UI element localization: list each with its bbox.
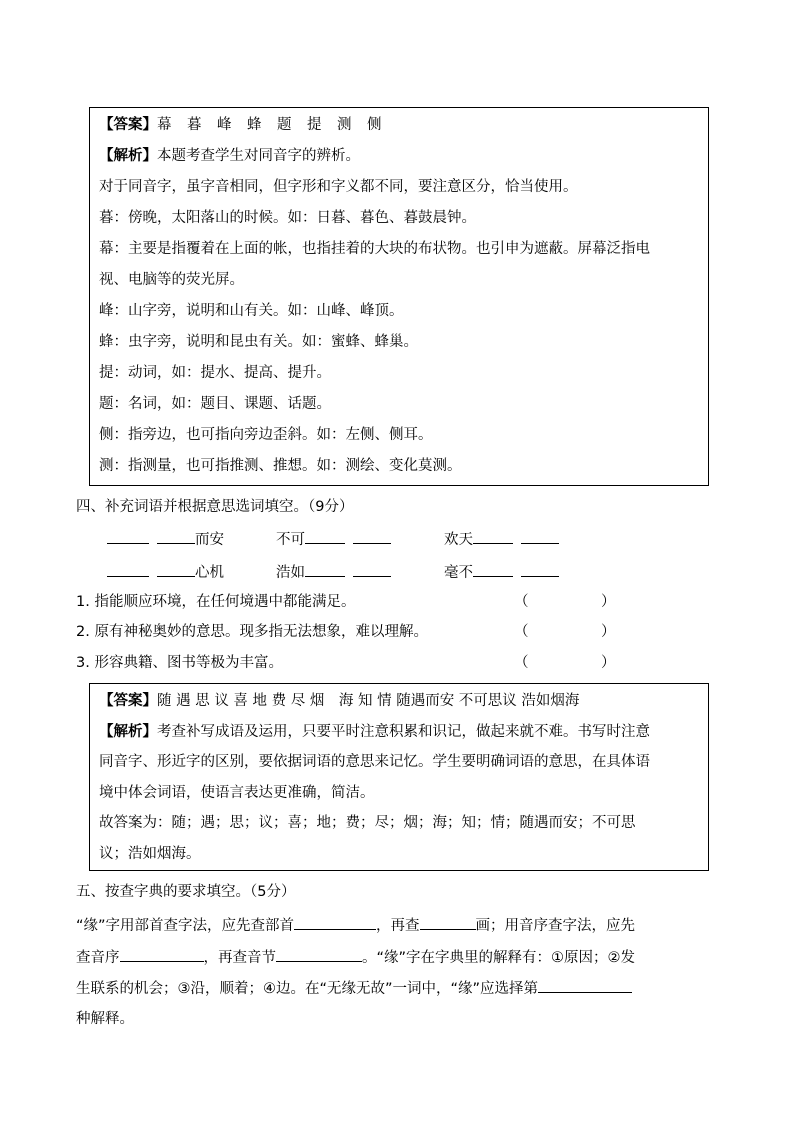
question-text: 2. 原有神秘奥妙的意思。现多指无法想象，难以理解。 — [76, 624, 428, 640]
section5-title: 五、按查字典的要求填空。（5分） — [76, 884, 296, 900]
blank-field[interactable] — [107, 561, 149, 577]
text-fragment: 。“缘”字在字典里的解释有：①原因；②发 — [362, 950, 636, 966]
answer-text: 幕 暮 峰 蜂 题 提 测 侧 — [157, 117, 382, 133]
blank-field[interactable] — [521, 561, 559, 577]
text-fragment: 画；用音序查字法，应先 — [475, 918, 636, 934]
word-fragment: 不可 — [276, 532, 305, 548]
fill-item — [107, 561, 224, 583]
section5-line — [76, 914, 635, 936]
analysis-paragraph: 同音字、形近字的区别，要依据词语的意思来记忆。学生要明确词语的意思，在具体语 — [99, 754, 650, 770]
analysis-paragraph: 议；浩如烟海。 — [99, 845, 201, 862]
analysis-paragraph: 侧：指旁边，也可指向旁边歪斜。如：左侧、侧耳。 — [99, 427, 433, 443]
blank-field[interactable] — [157, 528, 195, 544]
section4-title: 四、补充词语并根据意思选词填空。（9分） — [76, 499, 354, 515]
analysis-paragraph: 境中体会词语，使语言表达更准确，简洁。 — [99, 784, 375, 801]
blank-field[interactable] — [420, 914, 476, 930]
word-fragment: 欢天 — [444, 532, 473, 548]
question-text: 3. 形容典籍、图书等极为丰富。 — [76, 655, 283, 671]
blank-field[interactable] — [294, 914, 376, 930]
fill-item — [276, 528, 391, 550]
answer-text: 随 遇 思 议 喜 地 费 尽 烟 海 知 情 随遇而安 不可思议 浩如烟海 — [157, 693, 580, 709]
blank-field[interactable] — [473, 528, 513, 544]
analysis-paragraph: 视、电脑等的荧光屏。 — [99, 272, 244, 288]
word-fragment: 而安 — [195, 532, 224, 548]
answer-parentheses[interactable]: （ ） — [514, 624, 616, 640]
section5-line — [76, 977, 632, 999]
question-text: 1. 指能顺应环境，在任何境遇中都能满足。 — [76, 594, 356, 610]
analysis-label: 【解析】 — [99, 148, 157, 164]
analysis-paragraph: 蜂：虫字旁，说明和昆虫有关。如：蜜蜂、蜂巢。 — [99, 334, 418, 350]
answer-line — [99, 686, 702, 717]
analysis-paragraph: 故答案为：随；遇；思；议；喜；地；费；尽；烟；海；知；情；随遇而安；不可思 — [99, 815, 636, 831]
blank-field[interactable] — [353, 528, 391, 544]
analysis-line — [99, 141, 702, 172]
fill-item — [444, 561, 559, 583]
fill-item — [444, 528, 559, 550]
blank-field[interactable] — [120, 946, 204, 962]
blank-field[interactable] — [521, 528, 559, 544]
answer-label: 【答案】 — [99, 693, 157, 709]
analysis-paragraph: 题：名词，如：题目、课题、话题。 — [99, 396, 331, 412]
analysis-paragraph: 暮：傍晚，太阳落山的时候。如：日暮、暮色、暮鼓晨钟。 — [99, 210, 476, 226]
fill-item — [276, 561, 391, 583]
fill-item — [107, 528, 224, 550]
analysis-paragraph: 幕：主要是指覆着在上面的帐，也指挂着的大块的布状物。也引申为遮蔽。屏幕泛指电 — [99, 241, 650, 257]
blank-field[interactable] — [353, 561, 391, 577]
analysis-paragraph: 峰：山字旁，说明和山有关。如：山峰、峰顶。 — [99, 303, 404, 319]
analysis-paragraph: 测：指测量，也可指推测、推想。如：测绘、变化莫测。 — [99, 458, 462, 474]
analysis-label: 【解析】 — [99, 723, 157, 740]
blank-field[interactable] — [305, 561, 345, 577]
word-fragment: 毫不 — [444, 565, 473, 581]
answer-box-section4 — [89, 683, 709, 871]
text-fragment: 查音序 — [76, 950, 120, 966]
answer-line — [99, 110, 702, 141]
answer-parentheses[interactable]: （ ） — [514, 594, 616, 610]
answer-label: 【答案】 — [99, 117, 157, 133]
text-fragment: ，再查音节 — [203, 950, 276, 966]
text-fragment: 生联系的机会；③沿，顺着；④边。在“无缘无故”一词中，“缘”应选择第 — [76, 981, 539, 997]
analysis-paragraph: 对于同音字，虽字音相同，但字形和字义都不同，要注意区分，恰当使用。 — [99, 179, 578, 195]
blank-field[interactable] — [305, 528, 345, 544]
section5-line — [76, 946, 635, 968]
answer-box-section3 — [89, 107, 709, 486]
text-fragment: ，再查 — [376, 918, 420, 934]
blank-field[interactable] — [157, 561, 195, 577]
blank-field[interactable] — [276, 946, 362, 962]
blank-field[interactable] — [473, 561, 513, 577]
analysis-text: 本题考查学生对同音字的辨析。 — [157, 148, 360, 164]
answer-parentheses[interactable]: （ ） — [514, 655, 616, 671]
word-fragment: 心机 — [195, 565, 224, 581]
word-fragment: 浩如 — [276, 565, 305, 581]
section5-line: 种解释。 — [76, 1011, 134, 1027]
analysis-paragraph: 提：动词，如：提水、提高、提升。 — [99, 365, 331, 381]
text-fragment: “缘”字用部首查字法，应先查部首 — [76, 918, 295, 934]
blank-field[interactable] — [107, 528, 149, 544]
analysis-text: 考查补写成语及运用，只要平时注意积累和识记，做起来就不难。书写时注意 — [157, 723, 650, 740]
analysis-line — [99, 717, 702, 748]
blank-field[interactable] — [538, 977, 632, 993]
